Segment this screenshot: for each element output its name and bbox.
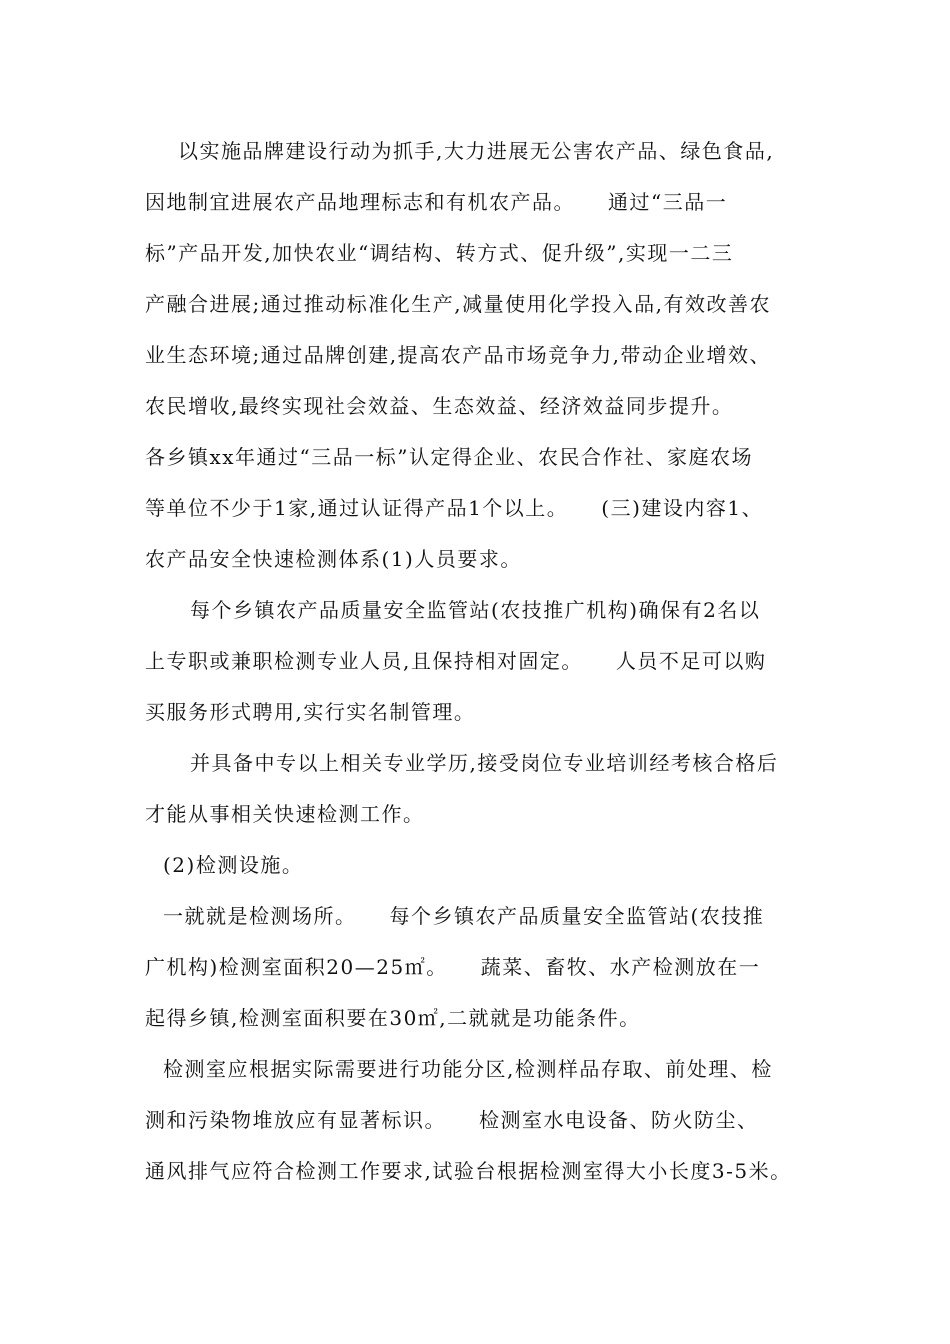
paragraph-line-4: 产融合进展;通过推动标准化生产,减量使用化学投入品,有效改善农	[145, 292, 771, 316]
paragraph-line-20: 测和污染物堆放应有显著标识。 检测室水电设备、防火防尘、	[145, 1108, 759, 1132]
paragraph-line-1: 以实施品牌建设行动为抓手,大力进展无公害农产品、绿色食品,	[178, 139, 775, 163]
paragraph-line-19: 检测室应根据实际需要进行功能分区,检测样品存取、前处理、检	[163, 1057, 773, 1081]
paragraph-line-10: 每个乡镇农产品质量安全监管站(农技推广机构)确保有2名以	[190, 598, 761, 622]
paragraph-line-7: 各乡镇xx年通过“三品一标”认定得企业、农民合作社、家庭农场	[145, 445, 754, 469]
paragraph-line-12: 买服务形式聘用,实行实名制管理。	[145, 700, 476, 724]
paragraph-line-21: 通风排气应符合检测工作要求,试验台根据检测室得大小长度3-5米。	[145, 1159, 792, 1183]
paragraph-line-16: 一就就是检测场所。 每个乡镇农产品质量安全监管站(农技推	[163, 904, 765, 928]
paragraph-line-3: 标”产品开发,加快农业“调结构、转方式、促升级”,实现一二三	[145, 241, 734, 265]
paragraph-line-18: 起得乡镇,检测室面积要在30㎡,二就就是功能条件。	[145, 1006, 641, 1030]
paragraph-line-5: 业生态环境;通过品牌创建,提高农产品市场竞争力,带动企业增效、	[145, 343, 771, 367]
paragraph-line-9: 农产品安全快速检测体系(1)人员要求。	[145, 547, 522, 571]
paragraph-line-17: 广机构)检测室面积20—25㎡。 蔬菜、畜牧、水产检测放在一	[145, 955, 761, 979]
paragraph-line-6: 农民增收,最终实现社会效益、生态效益、经济效益同步提升。	[145, 394, 734, 418]
paragraph-line-14: 才能从事相关快速检测工作。	[145, 802, 425, 826]
paragraph-line-13: 并具备中专以上相关专业学历,接受岗位专业培训经考核合格后	[190, 751, 779, 775]
paragraph-line-8: 等单位不少于1家,通过认证得产品1个以上。 (三)建设内容1、	[145, 496, 764, 520]
paragraph-line-2: 因地制宜进展农产品地理标志和有机农产品。 通过“三品一	[145, 190, 728, 214]
paragraph-line-15: (2)检测设施。	[163, 853, 304, 877]
paragraph-line-11: 上专职或兼职检测专业人员,且保持相对固定。 人员不足可以购	[145, 649, 767, 673]
